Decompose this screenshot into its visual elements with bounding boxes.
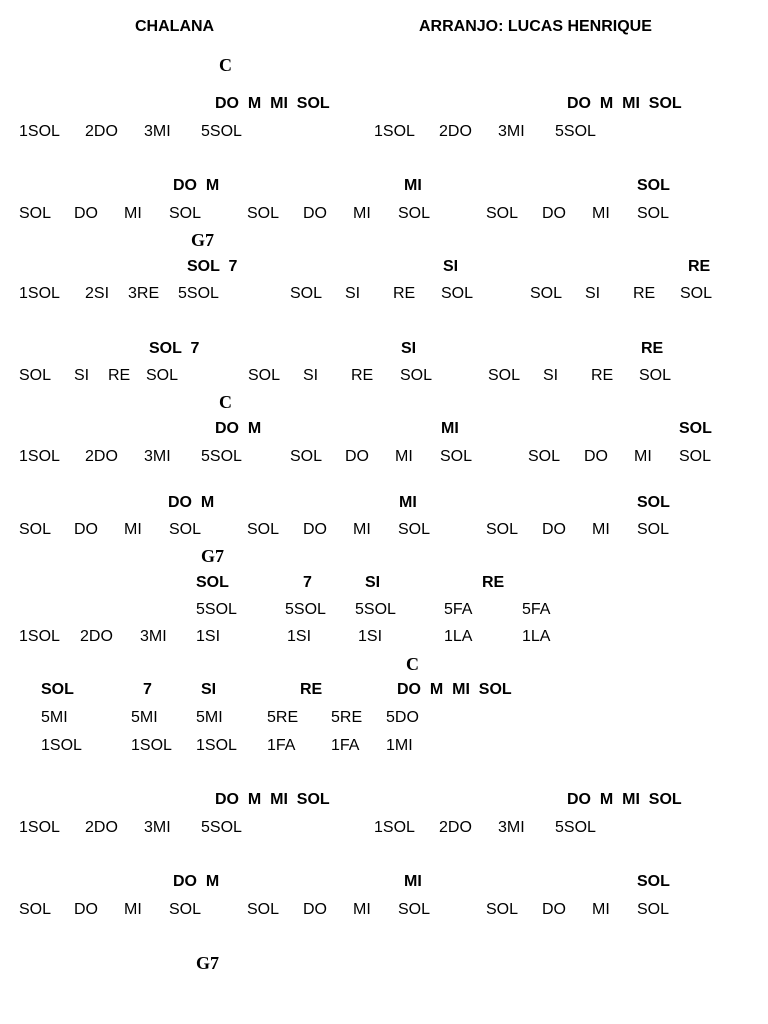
tab-note: 5FA: [522, 601, 551, 618]
note-names: SOL: [196, 574, 229, 591]
note-names: 7: [143, 681, 152, 698]
tab-note: MI: [592, 901, 610, 918]
tab-note: 5RE: [267, 709, 299, 726]
tab-note: 3MI: [140, 628, 167, 645]
tab-note: 5SOL: [201, 123, 242, 140]
tab-note: 1SOL: [19, 123, 60, 140]
tab-note: 5DO: [386, 709, 419, 726]
tab-note: 1MI: [386, 737, 413, 754]
tab-note: 5SOL: [196, 601, 237, 618]
note-names: MI: [404, 873, 422, 890]
tab-note: SOL: [530, 285, 563, 302]
note-names: SOL: [41, 681, 74, 698]
tab-note: 1SOL: [196, 737, 237, 754]
note-names: SOL: [637, 494, 670, 511]
tab-note: 1SI: [358, 628, 383, 645]
tab-note: SOL: [637, 205, 670, 222]
chord-symbol: G7: [201, 546, 225, 566]
note-names: SI: [401, 340, 417, 357]
tab-note: RE: [393, 285, 416, 302]
tab-note: 1FA: [267, 737, 296, 754]
tab-note: SI: [543, 367, 559, 384]
tab-note: SOL: [247, 205, 280, 222]
tab-note: RE: [108, 367, 131, 384]
tab-note: 5RE: [331, 709, 363, 726]
tab-note: SOL: [398, 521, 431, 538]
note-names: RE: [300, 681, 323, 698]
tab-note: SOL: [169, 205, 202, 222]
tab-note: SI: [585, 285, 601, 302]
tab-note: MI: [124, 521, 142, 538]
tab-note: 1SOL: [374, 819, 415, 836]
tab-note: 3MI: [144, 123, 171, 140]
tab-note: 1SOL: [131, 737, 172, 754]
tab-note: SOL: [248, 367, 281, 384]
tab-note: SOL: [680, 285, 713, 302]
note-names: SOL: [637, 177, 670, 194]
note-names: DO M MI SOL: [215, 95, 330, 112]
tab-note: 2SI: [85, 285, 110, 302]
tab-note: SOL: [637, 521, 670, 538]
tab-note: 2DO: [439, 123, 472, 140]
tab-note: 3MI: [144, 448, 171, 465]
tab-note: MI: [395, 448, 413, 465]
tab-note: SOL: [488, 367, 521, 384]
note-names: DO M MI SOL: [567, 95, 682, 112]
tab-note: 1FA: [331, 737, 360, 754]
tab-note: 5SOL: [201, 448, 242, 465]
tab-note: 1SOL: [19, 819, 60, 836]
tab-note: SI: [74, 367, 90, 384]
tab-note: SOL: [146, 367, 179, 384]
tab-note: 3MI: [144, 819, 171, 836]
chord-symbol: C: [406, 654, 419, 674]
tab-note: SOL: [169, 901, 202, 918]
tab-note: SI: [303, 367, 319, 384]
note-names: RE: [482, 574, 505, 591]
tab-note: SOL: [639, 367, 672, 384]
tab-note: MI: [124, 205, 142, 222]
note-names: DO M: [173, 177, 220, 194]
tab-note: 5MI: [131, 709, 158, 726]
note-names: DO M: [168, 494, 215, 511]
tab-note: 5FA: [444, 601, 473, 618]
tab-note: MI: [124, 901, 142, 918]
tab-note: 5MI: [196, 709, 223, 726]
tab-note: SOL: [169, 521, 202, 538]
song-title: CHALANA: [135, 18, 215, 35]
tab-note: DO: [542, 521, 566, 538]
tab-note: SOL: [637, 901, 670, 918]
tab-note: SOL: [290, 448, 323, 465]
tab-note: 5SOL: [555, 819, 596, 836]
tab-note: SOL: [19, 367, 52, 384]
note-names: SOL: [637, 873, 670, 890]
note-names: MI: [399, 494, 417, 511]
tab-note: 2DO: [439, 819, 472, 836]
tab-note: DO: [303, 205, 327, 222]
tab-note: DO: [542, 205, 566, 222]
note-names: SOL: [679, 420, 712, 437]
tab-note: MI: [353, 521, 371, 538]
note-names: 7: [303, 574, 312, 591]
tab-note: MI: [353, 205, 371, 222]
tab-note: DO: [345, 448, 369, 465]
tab-note: SOL: [19, 521, 52, 538]
note-names: SOL 7: [187, 258, 238, 275]
tab-note: 3MI: [498, 819, 525, 836]
note-names: SI: [443, 258, 459, 275]
tab-note: DO: [584, 448, 608, 465]
tab-note: 1SOL: [41, 737, 82, 754]
tab-note: 5SOL: [355, 601, 396, 618]
tab-note: DO: [74, 521, 98, 538]
arranger-credit: ARRANJO: LUCAS HENRIQUE: [419, 18, 652, 35]
chord-symbol: G7: [191, 230, 215, 250]
tab-note: MI: [353, 901, 371, 918]
note-names: MI: [441, 420, 459, 437]
tab-note: 1LA: [444, 628, 473, 645]
tab-note: 2DO: [85, 819, 118, 836]
tab-note: 5SOL: [178, 285, 219, 302]
tab-note: SOL: [486, 205, 519, 222]
tab-note: SOL: [486, 521, 519, 538]
note-names: SI: [201, 681, 217, 698]
chord-symbol: C: [219, 392, 232, 412]
tab-note: SOL: [441, 285, 474, 302]
note-names: DO M MI SOL: [215, 791, 330, 808]
tab-note: 1SOL: [19, 448, 60, 465]
note-names: DO M: [215, 420, 262, 437]
chord-symbol: G7: [196, 953, 220, 973]
tab-note: DO: [303, 901, 327, 918]
tab-note: SOL: [247, 521, 280, 538]
tab-note: DO: [303, 521, 327, 538]
tab-note: RE: [633, 285, 656, 302]
tab-note: 1SI: [287, 628, 312, 645]
tab-note: MI: [592, 521, 610, 538]
tab-note: SOL: [290, 285, 323, 302]
tab-note: 3MI: [498, 123, 525, 140]
tab-note: SOL: [247, 901, 280, 918]
tab-note: SOL: [400, 367, 433, 384]
tab-note: SOL: [486, 901, 519, 918]
tab-note: SOL: [19, 901, 52, 918]
note-names: RE: [688, 258, 711, 275]
tab-note: 2DO: [85, 123, 118, 140]
tab-note: SOL: [528, 448, 561, 465]
tab-note: 3RE: [128, 285, 160, 302]
note-names: SOL 7: [149, 340, 200, 357]
tab-note: 1SI: [196, 628, 221, 645]
tab-note: 2DO: [85, 448, 118, 465]
tab-note: 5SOL: [285, 601, 326, 618]
note-names: DO M MI SOL: [397, 681, 512, 698]
note-names: DO M: [173, 873, 220, 890]
tab-note: 5SOL: [201, 819, 242, 836]
tab-note: SI: [345, 285, 361, 302]
note-names: RE: [641, 340, 664, 357]
tab-note: 1SOL: [19, 628, 60, 645]
chord-symbol: C: [219, 55, 232, 75]
tab-note: 2DO: [80, 628, 113, 645]
tab-note: SOL: [19, 205, 52, 222]
tab-note: 1SOL: [374, 123, 415, 140]
note-names: DO M MI SOL: [567, 791, 682, 808]
tab-note: 1SOL: [19, 285, 60, 302]
note-names: MI: [404, 177, 422, 194]
tab-note: SOL: [398, 901, 431, 918]
tab-note: SOL: [679, 448, 712, 465]
tab-note: MI: [634, 448, 652, 465]
tab-note: RE: [351, 367, 374, 384]
tab-note: DO: [542, 901, 566, 918]
tab-note: DO: [74, 205, 98, 222]
tab-note: 1LA: [522, 628, 551, 645]
tab-note: SOL: [398, 205, 431, 222]
tab-note: DO: [74, 901, 98, 918]
tab-note: 5SOL: [555, 123, 596, 140]
tab-note: SOL: [440, 448, 473, 465]
tab-note: RE: [591, 367, 614, 384]
tab-note: MI: [592, 205, 610, 222]
tab-note: 5MI: [41, 709, 68, 726]
note-names: SI: [365, 574, 381, 591]
